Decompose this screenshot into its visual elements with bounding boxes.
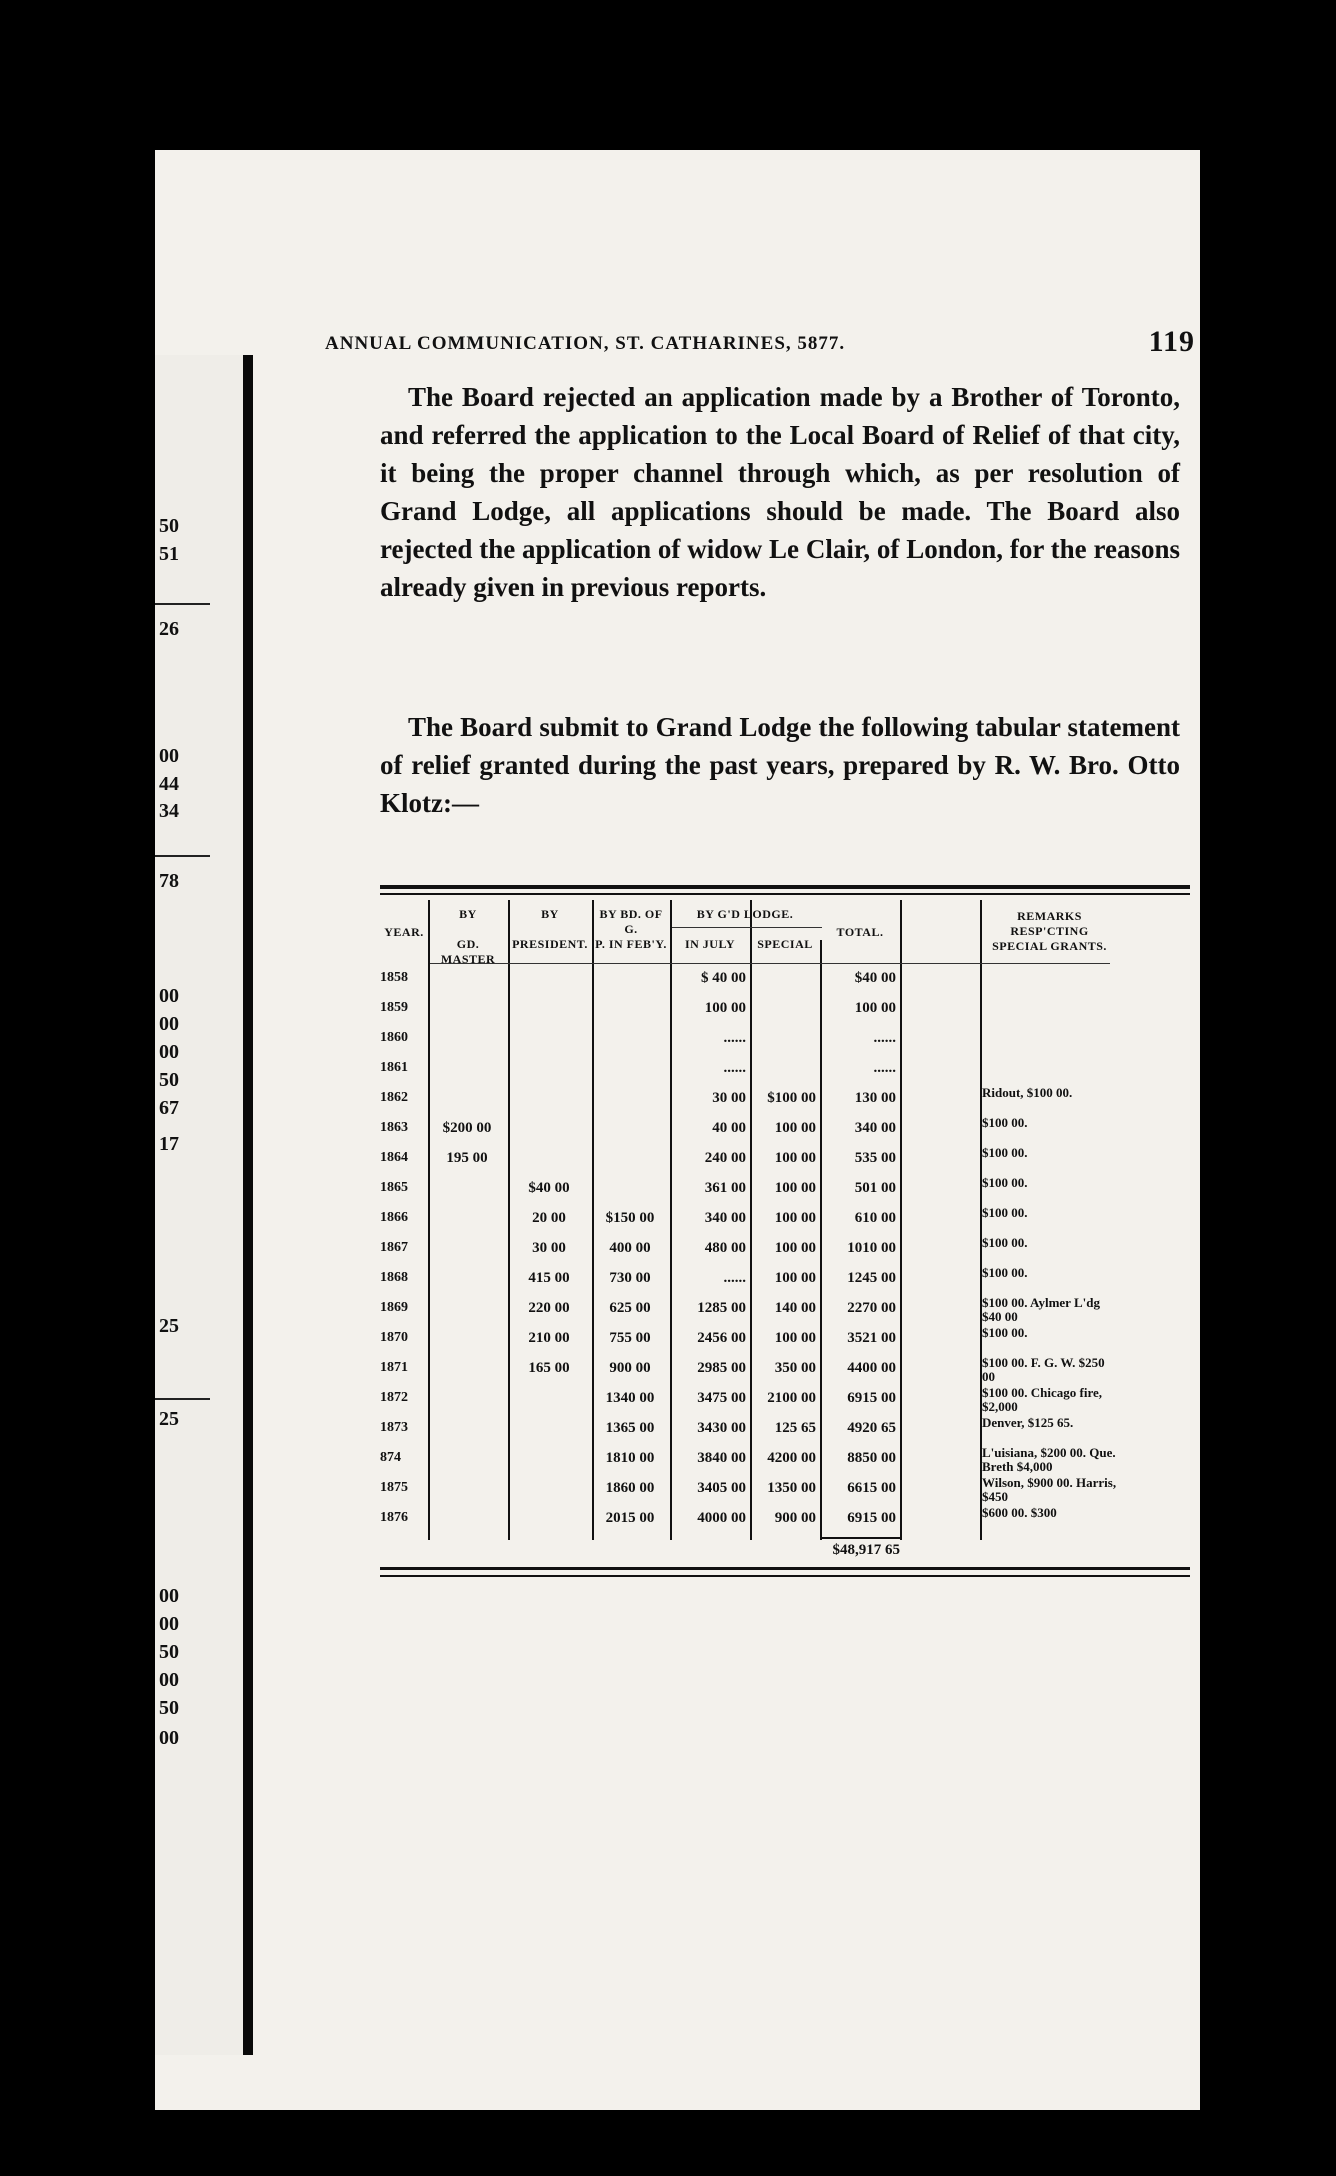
margin-number: 50 [159, 1641, 179, 1663]
table-cell-total: 535 00 [854, 1150, 896, 1166]
table-cell-remark: $100 00. [982, 1175, 1028, 1190]
table-bottom-rule [380, 1567, 1190, 1570]
table-cell-spec: 100 00 [774, 1150, 816, 1166]
table-cell-year: 1870 [380, 1330, 408, 1345]
table-cell-remark: $100 00. [982, 1205, 1028, 1220]
table-cell-total: 8850 00 [847, 1450, 896, 1466]
table-cell-spec: 100 00 [774, 1240, 816, 1256]
margin-number: 50 [159, 1069, 179, 1091]
table-cell-remark: Denver, $125 65. [982, 1415, 1074, 1430]
table-cell-spec: 125 65 [774, 1420, 816, 1436]
table-cell-feb: 1860 00 [605, 1480, 655, 1496]
margin-rule [155, 603, 210, 605]
page-number: 119 [1148, 325, 1195, 358]
table-cell-feb: 900 00 [609, 1360, 651, 1376]
margin-number: 00 [159, 1669, 179, 1691]
table-cell-feb: $150 00 [605, 1210, 655, 1226]
table-cell-july: 3475 00 [697, 1390, 746, 1406]
table-cell-year: 1867 [380, 1240, 408, 1255]
table-cell-pres: $40 00 [528, 1180, 570, 1196]
table-cell-july: 240 00 [704, 1150, 746, 1166]
header-bd-ofg: BY BD. OF G. [599, 907, 663, 936]
table-cell-year: 1868 [380, 1270, 408, 1285]
table-cell-gm: 195 00 [446, 1150, 488, 1166]
table-cell-year: 1876 [380, 1510, 408, 1525]
header-bottom-rule [430, 963, 1110, 964]
header-by-1: BY [459, 907, 477, 921]
table-cell-remark: $100 00. [982, 1265, 1028, 1280]
table-cell-total: 6615 00 [847, 1480, 896, 1496]
margin-number: 44 [159, 773, 179, 795]
table-cell-remark: Wilson, $900 00. Harris, $450 [982, 1475, 1117, 1504]
table-cell-total: 340 00 [854, 1120, 896, 1136]
table-cell-remark: $100 00. Chicago fire, $2,000 [982, 1385, 1102, 1414]
header-special: SPECIAL [757, 937, 813, 951]
table-cell-year: 1858 [380, 970, 408, 985]
table-cell-total: 1245 00 [847, 1270, 896, 1286]
table-cell-july: 480 00 [704, 1240, 746, 1256]
table-cell-spec: 100 00 [774, 1120, 816, 1136]
table-cell-july: 4000 00 [697, 1510, 746, 1526]
table-cell-spec: 100 00 [774, 1210, 816, 1226]
table-cell-pres: 210 00 [528, 1330, 570, 1346]
margin-number: 25 [159, 1315, 179, 1337]
margin-number: 00 [159, 1585, 179, 1607]
table-cell-remark: $100 00. [982, 1145, 1028, 1160]
table-cell-year: 1875 [380, 1480, 408, 1495]
table-cell-total: ...... [873, 1030, 896, 1046]
table-cell-year: 1862 [380, 1090, 408, 1105]
margin-number: 67 [159, 1097, 179, 1119]
margin-number: 50 [159, 515, 179, 537]
header-gd-lodge: BY G'D LODGE. [696, 907, 794, 921]
table-cell-total: 6915 00 [847, 1510, 896, 1526]
table-cell-gm: $200 00 [442, 1120, 492, 1136]
header-p-feb: P. IN FEB'Y. [595, 937, 667, 951]
scanned-page [155, 150, 1200, 2110]
table-cell-july: 3840 00 [697, 1450, 746, 1466]
table-cell-spec: 100 00 [774, 1270, 816, 1286]
table-cell-remark: $100 00. [982, 1115, 1028, 1130]
running-header [325, 325, 1195, 365]
table-cell-july: 3405 00 [697, 1480, 746, 1496]
margin-number: 00 [159, 745, 179, 767]
table-cell-feb: 1365 00 [605, 1420, 655, 1436]
margin-number: 00 [159, 1013, 179, 1035]
table-cell-total: 2270 00 [847, 1300, 896, 1316]
table-cell-total: $40 00 [854, 970, 896, 986]
table-cell-year: 1871 [380, 1360, 408, 1375]
grand-total: $48,917 65 [832, 1542, 900, 1558]
table-cell-july: 2985 00 [697, 1360, 746, 1376]
header-year: YEAR. [384, 925, 424, 939]
table-top-rule-2 [380, 893, 1190, 895]
table-cell-feb: 625 00 [609, 1300, 651, 1316]
table-cell-july: ...... [723, 1060, 746, 1076]
column-divider [428, 900, 430, 1540]
margin-rule [155, 1398, 210, 1400]
table-cell-remark: $100 00. [982, 1235, 1028, 1250]
header-title: ANNUAL COMMUNICATION, ST. CATHARINES, 5877. [325, 333, 846, 354]
table-cell-year: 1860 [380, 1030, 408, 1045]
margin-rule [155, 855, 210, 857]
table-cell-remark: $100 00. [982, 1325, 1028, 1340]
table-cell-year: 1864 [380, 1150, 408, 1165]
table-cell-year: 1866 [380, 1210, 408, 1225]
table-bottom-rule-2 [380, 1575, 1190, 1577]
table-cell-year: 1865 [380, 1180, 408, 1195]
table-cell-remark: Ridout, $100 00. [982, 1085, 1073, 1100]
margin-number: 00 [159, 985, 179, 1007]
table-cell-total: 6915 00 [847, 1390, 896, 1406]
header-remarks: REMARKS RESP'CTING SPECIAL GRANTS. [992, 909, 1107, 953]
margin-number: 00 [159, 1727, 179, 1749]
table-cell-july: 30 00 [712, 1090, 746, 1106]
margin-number: 25 [159, 1408, 179, 1430]
table-cell-july: 1285 00 [697, 1300, 746, 1316]
table-cell-july: 2456 00 [697, 1330, 746, 1346]
margin-number: 26 [159, 618, 179, 640]
table-cell-year: 874 [380, 1450, 401, 1465]
header-by-2: BY [541, 907, 559, 921]
header-subrule [672, 927, 822, 928]
table-cell-remark: $600 00. $300 [982, 1505, 1057, 1520]
table-cell-remark: $100 00. F. G. W. $250 00 [982, 1355, 1105, 1384]
table-cell-year: 1873 [380, 1420, 408, 1435]
table-cell-total: 3521 00 [847, 1330, 896, 1346]
margin-number: 00 [159, 1613, 179, 1635]
table-cell-remark: L'uisiana, $200 00. Que. Breth $4,000 [982, 1445, 1116, 1474]
table-cell-spec: 900 00 [774, 1510, 816, 1526]
table-cell-feb: 755 00 [609, 1330, 651, 1346]
margin-number: 00 [159, 1041, 179, 1063]
margin-number: 17 [159, 1133, 179, 1155]
table-cell-july: 100 00 [704, 1000, 746, 1016]
table-cell-year: 1859 [380, 1000, 408, 1015]
header-gd-master: GD. MASTER [440, 937, 496, 966]
table-cell-july: 3430 00 [697, 1420, 746, 1436]
table-cell-feb: 1340 00 [605, 1390, 655, 1406]
table-cell-total: ...... [873, 1060, 896, 1076]
table-cell-feb: 400 00 [609, 1240, 651, 1256]
paragraph-tabular-statement: The Board submit to Grand Lodge the following tabular statement of relief granted during the past years, prepared by R. W. Bro. Otto Klotz:— [380, 712, 1180, 818]
table-cell-remark: $100 00. Aylmer L'dg $40 00 [982, 1295, 1100, 1324]
table-cell-spec: 100 00 [774, 1180, 816, 1196]
margin-number: 78 [159, 870, 179, 892]
table-cell-pres: 30 00 [532, 1240, 566, 1256]
table-cell-spec: 2100 00 [767, 1390, 816, 1406]
table-cell-pres: 165 00 [528, 1360, 570, 1376]
table-cell-pres: 220 00 [528, 1300, 570, 1316]
column-divider [980, 900, 982, 1540]
previous-page-strip [155, 355, 253, 2055]
table-cell-total: 610 00 [854, 1210, 896, 1226]
table-cell-pres: 415 00 [528, 1270, 570, 1286]
table-cell-spec: 4200 00 [767, 1450, 816, 1466]
header-president: PRESIDENT. [512, 937, 588, 951]
table-cell-spec: 140 00 [774, 1300, 816, 1316]
table-cell-total: 130 00 [854, 1090, 896, 1106]
table-cell-spec: 350 00 [774, 1360, 816, 1376]
table-cell-spec: 100 00 [774, 1330, 816, 1346]
margin-number: 50 [159, 1697, 179, 1719]
table-cell-spec: 1350 00 [767, 1480, 816, 1496]
table-cell-year: 1863 [380, 1120, 408, 1135]
table-cell-july: 340 00 [704, 1210, 746, 1226]
column-divider [900, 900, 902, 1540]
relief-table [380, 865, 1190, 1585]
paragraph-board-rejected: The Board rejected an application made by a Brother of Toronto, and referred the application to the Local Board of Relief of that city, it being the proper channel through which, as per resolution of Grand Lodge, all applications should be made. The Board also rejected the application of widow Le Clair, of London, for the reasons already given in previous reports. [380, 382, 1180, 602]
table-cell-pres: 20 00 [532, 1210, 566, 1226]
total-rule [820, 1537, 900, 1539]
margin-number: 51 [159, 543, 179, 565]
table-cell-year: 1861 [380, 1060, 408, 1075]
table-cell-july: ...... [723, 1030, 746, 1046]
table-cell-year: 1869 [380, 1300, 408, 1315]
table-cell-spec: $100 00 [767, 1090, 816, 1106]
table-cell-total: 4400 00 [847, 1360, 896, 1376]
table-cell-july: $ 40 00 [701, 970, 746, 986]
table-cell-total: 501 00 [854, 1180, 896, 1196]
table-top-rule [380, 885, 1190, 889]
header-total: TOTAL. [836, 925, 884, 939]
table-cell-total: 100 00 [854, 1000, 896, 1016]
header-in-july: IN JULY [684, 937, 736, 951]
table-cell-year: 1872 [380, 1390, 408, 1405]
table-cell-feb: 2015 00 [605, 1510, 655, 1526]
table-cell-july: 40 00 [712, 1120, 746, 1136]
table-cell-feb: 730 00 [609, 1270, 651, 1286]
table-cell-total: 1010 00 [847, 1240, 896, 1256]
table-cell-total: 4920 65 [847, 1420, 896, 1436]
table-cell-july: ...... [723, 1270, 746, 1286]
table-cell-feb: 1810 00 [605, 1450, 655, 1466]
margin-number: 34 [159, 800, 179, 822]
table-cell-july: 361 00 [704, 1180, 746, 1196]
